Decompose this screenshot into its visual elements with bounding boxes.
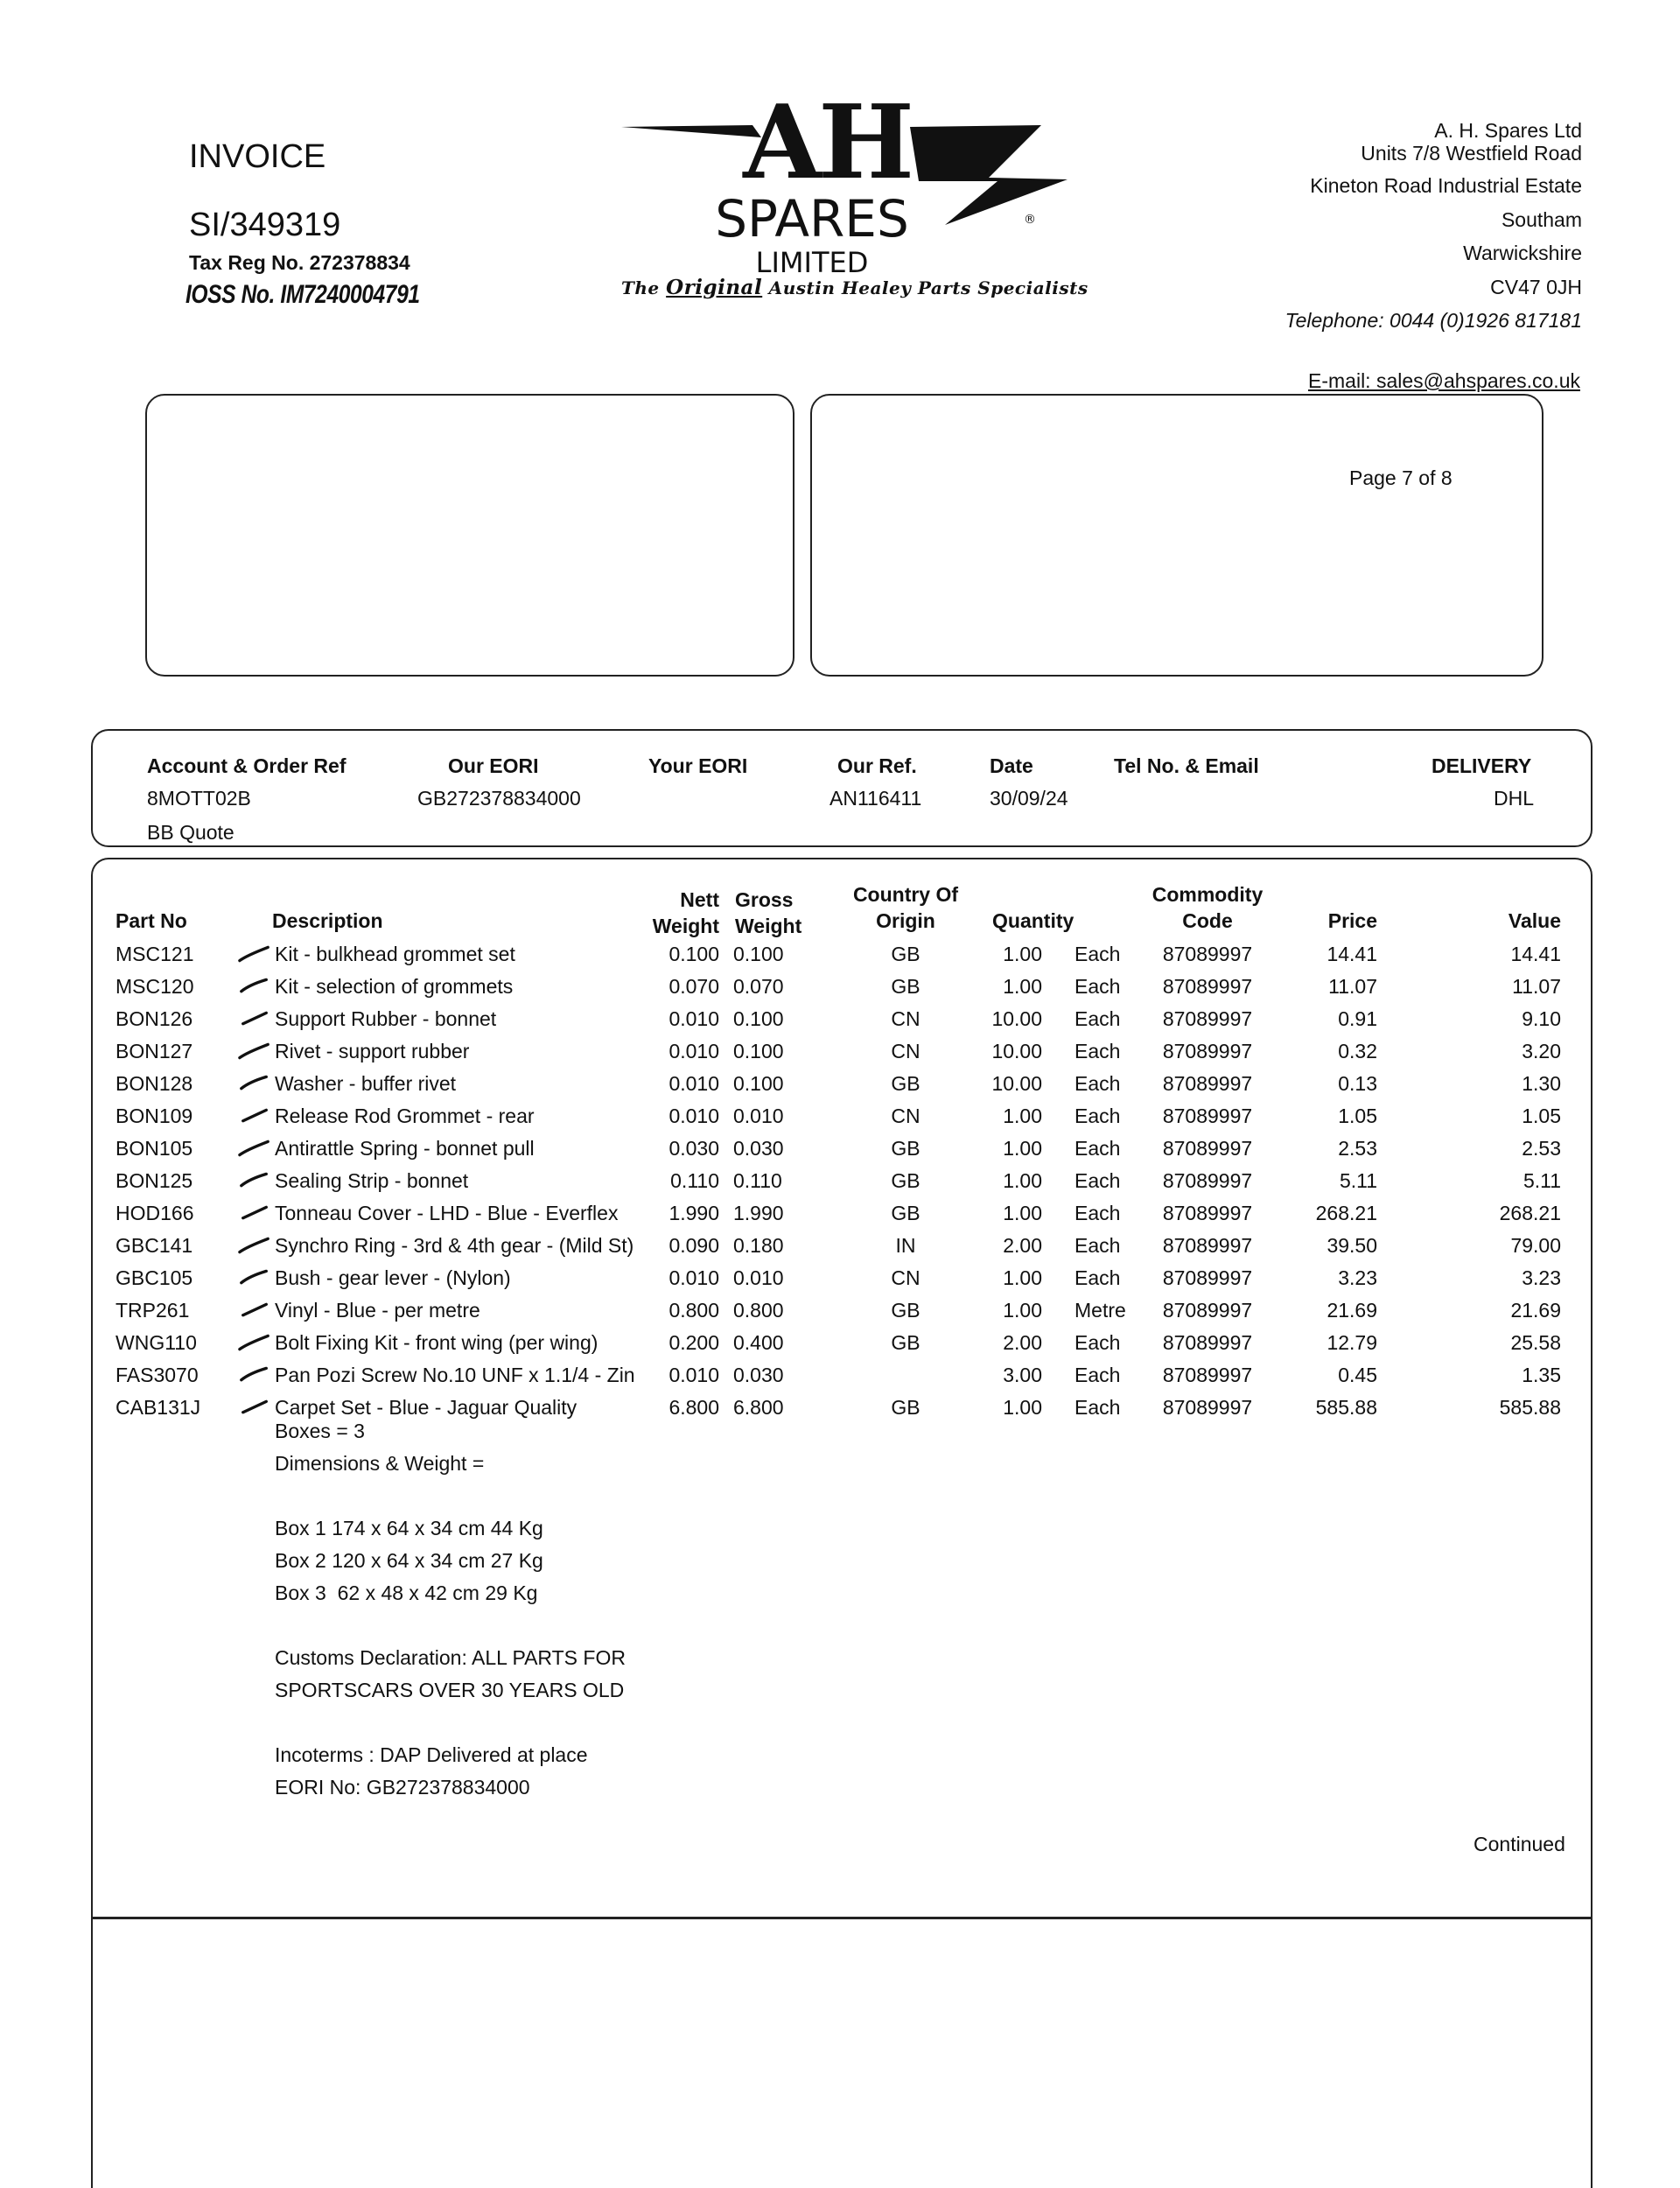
logo-suffix: LIMITED <box>755 246 869 279</box>
cell-desc: Synchro Ring - 3rd & 4th gear - (Mild St) <box>275 1234 634 1257</box>
cell-gross: 0.030 <box>733 1137 784 1160</box>
cell-price: 0.32 <box>1338 1040 1377 1062</box>
col-gross-2: Weight <box>735 915 802 937</box>
cell-nett: 0.800 <box>668 1299 719 1322</box>
header-your-eori: Your EORI <box>648 754 748 777</box>
cell-unit: Each <box>1074 1202 1121 1224</box>
cell-gross: 0.800 <box>733 1299 784 1322</box>
cell-value: 5.11 <box>1522 1169 1561 1192</box>
cell-code: 87089997 <box>1162 1202 1253 1224</box>
handwritten-tick-icon <box>238 1334 271 1351</box>
cell-gross: 0.010 <box>733 1266 784 1289</box>
tagline-prefix: The <box>621 277 660 298</box>
cell-code: 87089997 <box>1162 943 1253 965</box>
cell-part: BON127 <box>116 1040 193 1062</box>
cell-price: 585.88 <box>1315 1396 1377 1419</box>
cell-price: 5.11 <box>1339 1169 1377 1192</box>
cell-gross: 0.110 <box>733 1169 782 1192</box>
handwritten-tick-icon <box>238 1107 271 1125</box>
cell-price: 14.41 <box>1326 943 1377 965</box>
cell-value: 79.00 <box>1510 1234 1561 1257</box>
cell-qty: 1.00 <box>1003 943 1042 965</box>
cell-unit: Each <box>1074 1137 1121 1160</box>
header-date: Date <box>990 754 1033 777</box>
cell-value: 585.88 <box>1499 1396 1561 1419</box>
header-our-ref: Our Ref. <box>837 754 917 777</box>
handwritten-tick-icon <box>238 1399 271 1416</box>
cell-nett: 0.070 <box>668 975 719 998</box>
cell-gross: 0.070 <box>733 975 784 998</box>
cell-code: 87089997 <box>1162 975 1253 998</box>
cell-origin: GB <box>891 1072 920 1095</box>
handwritten-tick-icon <box>238 1301 271 1319</box>
cell-part: BON105 <box>116 1137 193 1160</box>
cell-code: 87089997 <box>1162 1364 1253 1386</box>
cell-origin: GB <box>891 1331 920 1354</box>
cell-code: 87089997 <box>1162 1266 1253 1289</box>
cell-desc: Antirattle Spring - bonnet pull <box>275 1137 535 1160</box>
cell-code: 87089997 <box>1162 1169 1253 1192</box>
cell-value: 1.05 <box>1522 1105 1561 1127</box>
handwritten-tick-icon <box>238 1366 271 1384</box>
note-box-1: Box 1 174 x 64 x 34 cm 44 Kg <box>275 1517 543 1539</box>
note-customs-1: Customs Declaration: ALL PARTS FOR <box>275 1646 626 1669</box>
cell-origin: GB <box>891 975 920 998</box>
cell-desc: Carpet Set - Blue - Jaguar Quality <box>275 1396 578 1419</box>
handwritten-tick-icon <box>238 1237 271 1254</box>
col-part-no: Part No <box>116 909 187 932</box>
cell-value: 3.23 <box>1522 1266 1561 1289</box>
cell-nett: 0.010 <box>668 1364 719 1386</box>
cell-qty: 10.00 <box>991 1007 1042 1030</box>
cell-unit: Each <box>1074 1105 1121 1127</box>
cell-desc: Pan Pozi Screw No.10 UNF x 1.1/4 - Zin <box>275 1364 635 1386</box>
cell-qty: 1.00 <box>1003 1137 1042 1160</box>
note-incoterms: Incoterms : DAP Delivered at place <box>275 1743 588 1766</box>
cell-gross: 0.100 <box>733 943 784 965</box>
handwritten-tick-icon <box>238 1075 271 1092</box>
cell-origin: GB <box>891 1299 920 1322</box>
cell-qty: 1.00 <box>1003 1105 1042 1127</box>
logo-letters: AH <box>743 83 911 202</box>
cell-value: 25.58 <box>1510 1331 1561 1354</box>
cell-qty: 1.00 <box>1003 1266 1042 1289</box>
col-commodity-2: Code <box>1182 909 1233 932</box>
cell-gross: 0.100 <box>733 1040 784 1062</box>
cell-unit: Each <box>1074 1266 1121 1289</box>
header-delivery: DELIVERY <box>1432 754 1532 777</box>
cell-nett: 0.100 <box>668 943 719 965</box>
cell-unit: Each <box>1074 1007 1121 1030</box>
cell-value: 9.10 <box>1522 1007 1561 1030</box>
cell-value: 21.69 <box>1510 1299 1561 1322</box>
cell-part: BON126 <box>116 1007 193 1030</box>
handwritten-tick-icon <box>238 945 271 963</box>
our-eori-value: GB272378834000 <box>417 787 581 810</box>
cell-part: MSC121 <box>116 943 194 965</box>
cell-nett: 0.030 <box>668 1137 719 1160</box>
cell-origin: CN <box>891 1007 920 1030</box>
tagline-rest: Austin Healey Parts Specialists <box>768 277 1088 298</box>
cell-origin: GB <box>891 1169 920 1192</box>
address-county: Warwickshire <box>1463 242 1582 265</box>
cell-gross: 0.100 <box>733 1072 784 1095</box>
our-ref-value: AN116411 <box>830 787 922 810</box>
col-description: Description <box>272 909 383 932</box>
cell-code: 87089997 <box>1162 1007 1253 1030</box>
cell-code: 87089997 <box>1162 1040 1253 1062</box>
cell-price: 0.45 <box>1338 1364 1377 1386</box>
cell-nett: 0.110 <box>670 1169 719 1192</box>
cell-qty: 1.00 <box>1003 1169 1042 1192</box>
address-town: Southam <box>1501 207 1582 231</box>
cell-part: WNG110 <box>116 1331 197 1354</box>
handwritten-tick-icon <box>238 1140 271 1157</box>
table-footer-divider <box>91 1917 1592 1919</box>
company-address <box>1285 119 1582 333</box>
cell-code: 87089997 <box>1162 1396 1253 1419</box>
address-postcode: CV47 0JH <box>1490 275 1582 298</box>
cell-origin: GB <box>891 943 920 965</box>
col-price: Price <box>1327 909 1377 932</box>
note-box-3: Box 3 62 x 48 x 42 cm 29 Kg <box>275 1581 538 1604</box>
note-boxes: Boxes = 3 <box>275 1420 365 1442</box>
cell-unit: Each <box>1074 1040 1121 1062</box>
note-box-2: Box 2 120 x 64 x 34 cm 27 Kg <box>275 1549 543 1572</box>
col-commodity-1: Commodity <box>1152 883 1264 906</box>
cell-qty: 3.00 <box>1003 1364 1042 1386</box>
invoice-number: SI/349319 <box>189 207 341 243</box>
cell-unit: Each <box>1074 1364 1121 1386</box>
handwritten-tick-icon <box>238 978 271 995</box>
order-note-value: BB Quote <box>147 821 234 844</box>
col-origin-1: Country Of <box>852 883 959 906</box>
col-nett-2: Weight <box>652 915 719 937</box>
col-nett-1: Nett <box>680 888 719 911</box>
cell-origin: CN <box>891 1040 920 1062</box>
cell-value: 14.41 <box>1510 943 1561 965</box>
note-eori: EORI No: GB272378834000 <box>275 1776 530 1799</box>
cell-origin: CN <box>891 1105 920 1127</box>
cell-gross: 0.030 <box>733 1364 784 1386</box>
cell-gross: 1.990 <box>733 1202 784 1224</box>
cell-code: 87089997 <box>1162 1072 1253 1095</box>
cell-code: 87089997 <box>1162 1137 1253 1160</box>
logo-bolt-left <box>621 125 761 137</box>
logo-tagline <box>621 276 1088 299</box>
cell-part: MSC120 <box>116 975 194 998</box>
company-email[interactable]: E-mail: sales@ahspares.co.uk <box>1308 369 1580 392</box>
account-ref-value: 8MOTT02B <box>147 787 251 810</box>
company-name: A. H. Spares Ltd <box>1434 119 1582 142</box>
handwritten-tick-icon <box>238 1269 271 1287</box>
logo-name: SPARES <box>715 189 909 249</box>
page-number: Page 7 of 8 <box>1349 466 1452 489</box>
cell-qty: 2.00 <box>1003 1331 1042 1354</box>
cell-value: 3.20 <box>1522 1040 1561 1062</box>
cell-desc: Rivet - support rubber <box>275 1040 470 1062</box>
cell-part: GBC141 <box>116 1234 193 1257</box>
cell-desc: Release Rod Grommet - rear <box>275 1105 535 1127</box>
cell-desc: Tonneau Cover - LHD - Blue - Everflex <box>275 1202 619 1224</box>
cell-nett: 0.010 <box>668 1266 719 1289</box>
cell-part: TRP261 <box>116 1299 190 1322</box>
cell-part: FAS3070 <box>116 1364 199 1386</box>
cell-price: 268.21 <box>1315 1202 1377 1224</box>
header-our-eori: Our EORI <box>448 754 539 777</box>
cell-value: 1.30 <box>1522 1072 1561 1095</box>
cell-unit: Each <box>1074 1396 1121 1419</box>
cell-qty: 1.00 <box>1003 1396 1042 1419</box>
cell-desc: Kit - bulkhead grommet set <box>275 943 515 965</box>
logo-bolt-right <box>910 125 1068 225</box>
cell-nett: 0.010 <box>668 1105 719 1127</box>
cell-desc: Bush - gear lever - (Nylon) <box>275 1266 511 1289</box>
cell-desc: Bolt Fixing Kit - front wing (per wing) <box>275 1331 598 1354</box>
cell-desc: Support Rubber - bonnet <box>275 1007 497 1030</box>
header-tel-email: Tel No. & Email <box>1114 754 1259 777</box>
cell-unit: Metre <box>1074 1299 1126 1322</box>
cell-value: 1.35 <box>1522 1364 1561 1386</box>
col-gross-1: Gross <box>735 888 794 911</box>
invoice-address-box <box>145 394 794 677</box>
cell-value: 268.21 <box>1499 1202 1561 1224</box>
cell-value: 11.07 <box>1512 975 1561 998</box>
cell-part: CAB131J <box>116 1396 201 1419</box>
col-quantity: Quantity <box>992 909 1074 932</box>
cell-nett: 1.990 <box>668 1202 719 1224</box>
continued-label: Continued <box>1474 1833 1565 1855</box>
note-dims-label: Dimensions & Weight = <box>275 1452 485 1475</box>
delivery-address-box <box>810 394 1544 677</box>
cell-price: 0.13 <box>1338 1072 1377 1095</box>
delivery-value: DHL <box>1494 787 1535 810</box>
cell-price: 39.50 <box>1326 1234 1377 1257</box>
cell-price: 12.79 <box>1326 1331 1377 1354</box>
cell-origin: GB <box>891 1396 920 1419</box>
cell-price: 2.53 <box>1338 1137 1377 1160</box>
ioss-number: IOSS No. IM7240004791 <box>186 280 420 309</box>
cell-gross: 0.180 <box>733 1234 784 1257</box>
cell-part: HOD166 <box>116 1202 194 1224</box>
handwritten-tick-icon <box>238 1042 271 1060</box>
cell-desc: Washer - buffer rivet <box>275 1072 457 1095</box>
col-origin-2: Origin <box>876 909 935 932</box>
document-title: INVOICE <box>189 138 326 175</box>
cell-qty: 2.00 <box>1003 1234 1042 1257</box>
cell-nett: 0.010 <box>668 1040 719 1062</box>
cell-code: 87089997 <box>1162 1331 1253 1354</box>
cell-code: 87089997 <box>1162 1105 1253 1127</box>
handwritten-tick-icon <box>238 1010 271 1027</box>
cell-gross: 6.800 <box>733 1396 784 1419</box>
cell-origin: IN <box>895 1234 916 1257</box>
cell-price: 1.05 <box>1338 1105 1377 1127</box>
cell-qty: 1.00 <box>1003 1202 1042 1224</box>
cell-nett: 0.010 <box>668 1072 719 1095</box>
cell-nett: 6.800 <box>668 1396 719 1419</box>
address-line-2: Kineton Road Industrial Estate <box>1310 174 1582 197</box>
handwritten-tick-icon <box>238 1172 271 1189</box>
header-account-order-ref: Account & Order Ref <box>147 754 346 777</box>
cell-unit: Each <box>1074 1234 1121 1257</box>
cell-desc: Sealing Strip - bonnet <box>275 1169 469 1192</box>
cell-qty: 1.00 <box>1003 1299 1042 1322</box>
cell-part: BON125 <box>116 1169 193 1192</box>
cell-nett: 0.010 <box>668 1007 719 1030</box>
cell-price: 11.07 <box>1328 975 1377 998</box>
cell-desc: Kit - selection of grommets <box>275 975 514 998</box>
cell-price: 21.69 <box>1326 1299 1377 1322</box>
cell-part: BON128 <box>116 1072 193 1095</box>
cell-price: 3.23 <box>1338 1266 1377 1289</box>
cell-origin: CN <box>891 1266 920 1289</box>
registered-mark: ® <box>1024 213 1036 227</box>
tax-reg-number: Tax Reg No. 272378834 <box>189 251 410 274</box>
cell-nett: 0.200 <box>668 1331 719 1354</box>
col-value: Value <box>1508 909 1561 932</box>
handwritten-tick-icon <box>238 1204 271 1222</box>
cell-qty: 10.00 <box>991 1072 1042 1095</box>
cell-gross: 0.010 <box>733 1105 784 1127</box>
cell-unit: Each <box>1074 1072 1121 1095</box>
cell-unit: Each <box>1074 1169 1121 1192</box>
cell-nett: 0.090 <box>668 1234 719 1257</box>
cell-origin: GB <box>891 1202 920 1224</box>
cell-gross: 0.100 <box>733 1007 784 1030</box>
cell-code: 87089997 <box>1162 1299 1253 1322</box>
company-telephone: Telephone: 0044 (0)1926 817181 <box>1284 309 1582 333</box>
note-customs-2: SPORTSCARS OVER 30 YEARS OLD <box>275 1679 625 1701</box>
cell-price: 0.91 <box>1338 1007 1377 1030</box>
date-value: 30/09/24 <box>990 787 1068 810</box>
cell-part: GBC105 <box>116 1266 193 1289</box>
cell-qty: 10.00 <box>991 1040 1042 1062</box>
cell-unit: Each <box>1074 975 1121 998</box>
cell-unit: Each <box>1074 943 1121 965</box>
cell-desc: Vinyl - Blue - per metre <box>275 1299 480 1322</box>
cell-value: 2.53 <box>1522 1137 1561 1160</box>
cell-gross: 0.400 <box>733 1331 784 1354</box>
tagline-emphasis: Original <box>666 276 763 299</box>
cell-unit: Each <box>1074 1331 1121 1354</box>
cell-qty: 1.00 <box>1003 975 1042 998</box>
cell-origin: GB <box>891 1137 920 1160</box>
address-line-1: Units 7/8 Westfield Road <box>1361 142 1582 165</box>
cell-code: 87089997 <box>1162 1234 1253 1257</box>
cell-part: BON109 <box>116 1105 193 1127</box>
